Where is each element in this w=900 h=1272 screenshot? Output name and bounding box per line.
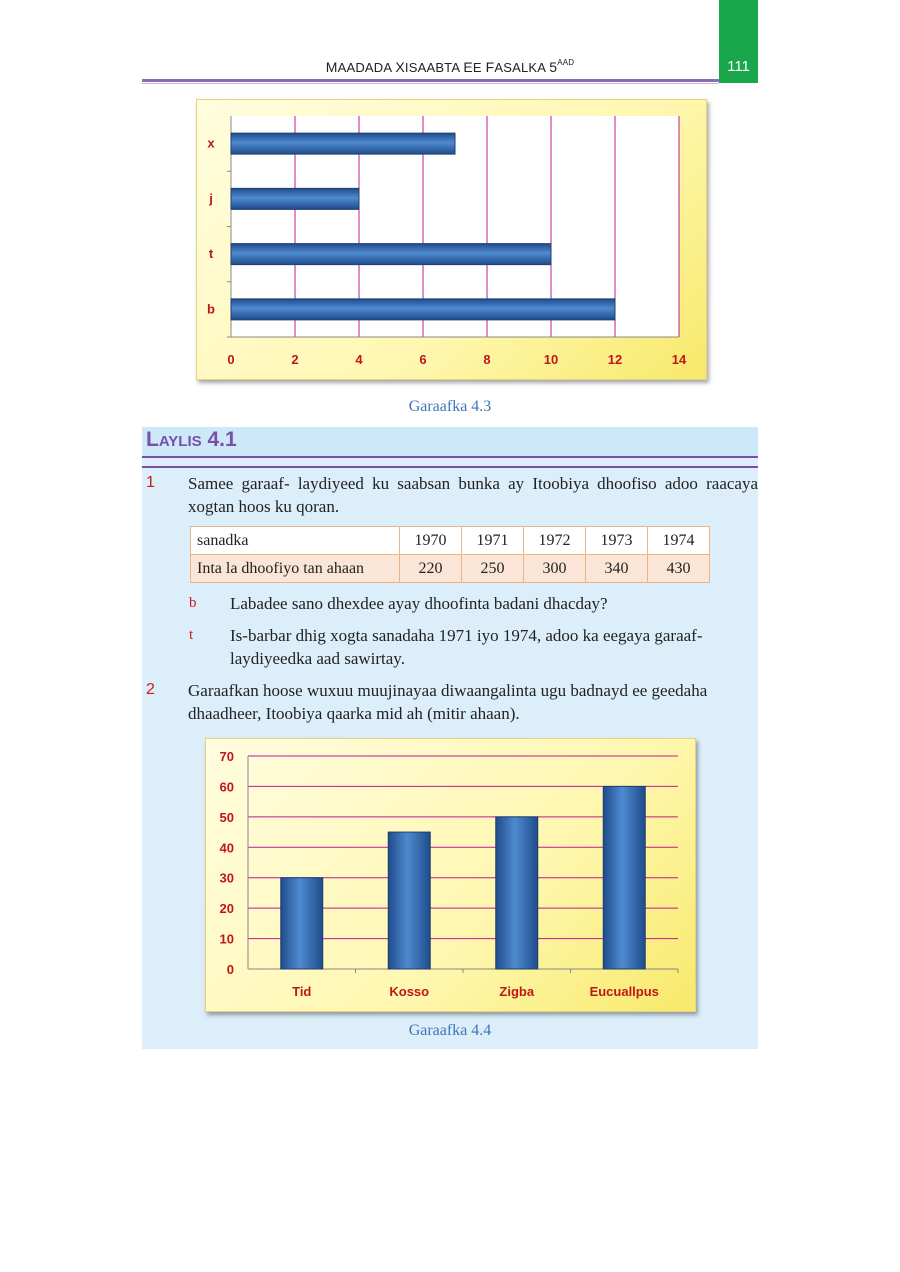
y-tick-label: 40 (219, 840, 234, 856)
chart-caption-4-3: Garaafka 4.3 (408, 398, 492, 415)
bar (603, 786, 645, 969)
table-cell: 1974 (648, 527, 710, 555)
subquestion-text: Is-barbar dhig xogta sanadaha 1971 iyo 1974, adoo ka eegaya garaaf-laydiyeedka aad sawirtay. (230, 626, 703, 668)
chart-frame-4-4 (205, 738, 696, 1012)
exercise-rule-bottom (142, 466, 758, 468)
y-category-label: x (207, 135, 215, 151)
exercise-rule-top (142, 456, 758, 458)
x-tick-label: 14 (671, 352, 687, 367)
x-tick-label: 2 (291, 352, 299, 367)
question-number: 2 (146, 681, 155, 698)
table-cell: 300 (524, 555, 586, 583)
subquestion-letter: b (189, 595, 197, 611)
horizontal-bar-chart (197, 100, 706, 379)
bar (388, 832, 430, 969)
table-cell: 1970 (400, 527, 462, 555)
bar (231, 188, 359, 209)
y-tick-label: 10 (219, 931, 234, 947)
bar (231, 244, 551, 265)
chart-caption-4-4: Garaafka 4.4 (408, 1022, 492, 1039)
page-number: 111 (727, 58, 750, 75)
table-cell: 1973 (586, 527, 648, 555)
subquestion-text: Labadee sano dhexdee ayay dhoofinta badani dhacday? (230, 594, 608, 613)
x-category-label: Zigba (499, 984, 535, 999)
export-data-table (190, 526, 710, 583)
table-row-label: Inta la dhoofiyo tan ahaan (191, 555, 400, 583)
table-cell: 340 (586, 555, 648, 583)
table-row (191, 555, 710, 583)
y-tick-label: 20 (219, 901, 234, 917)
x-tick-label: 10 (543, 352, 559, 367)
question-text: Samee garaaf- laydiyeed ku saabsan bunka ay Itoobiya dhoofiso adoo raacaya xogtan hoos ku qoran. (188, 474, 758, 516)
table-cell: 430 (648, 555, 710, 583)
subquestion-letter: t (189, 627, 194, 643)
y-category-label: j (209, 190, 213, 206)
x-category-label: Eucuallpus (589, 984, 659, 999)
x-tick-label: 6 (419, 352, 427, 367)
exercise-title: LAYLIS 4.1 (146, 428, 237, 451)
y-tick-label: 50 (219, 809, 234, 825)
table-cell: 1971 (462, 527, 524, 555)
question-text: Garaafkan hoose wuxuu muujinayaa diwaangalinta ugu badnayd ee geedaha dhaadheer, Itoobiya qaarka mid ah (mitir ahaan). (188, 681, 708, 723)
running-header: MAADADA XISAABTA EE FASALKA $5^{AAD}$ (325, 58, 575, 75)
header-rule-thin (142, 83, 719, 84)
question-number: 1 (146, 474, 155, 491)
x-tick-label: 4 (355, 352, 363, 367)
bar (496, 817, 538, 969)
table-cell: 220 (400, 555, 462, 583)
x-tick-label: 8 (483, 352, 491, 367)
table-cell: 250 (462, 555, 524, 583)
x-category-label: Tid (292, 984, 312, 999)
table-cell: 1972 (524, 527, 586, 555)
bar (281, 878, 323, 969)
y-category-label: b (207, 301, 215, 317)
chart-frame-4-3 (196, 99, 707, 380)
bar (231, 133, 455, 154)
x-category-label: Kosso (389, 984, 430, 999)
table-row (191, 527, 710, 555)
y-tick-label: 60 (219, 779, 234, 795)
y-tick-label: 30 (219, 870, 234, 886)
y-category-label: t (208, 246, 214, 262)
bar (231, 299, 615, 320)
header-rule (142, 79, 719, 82)
y-tick-label: 0 (226, 962, 234, 977)
vertical-bar-chart (206, 739, 695, 1011)
x-tick-label: 12 (607, 352, 623, 367)
table-row-label: sanadka (191, 527, 400, 555)
y-tick-label: 70 (219, 749, 234, 764)
x-tick-label: 0 (227, 352, 235, 367)
